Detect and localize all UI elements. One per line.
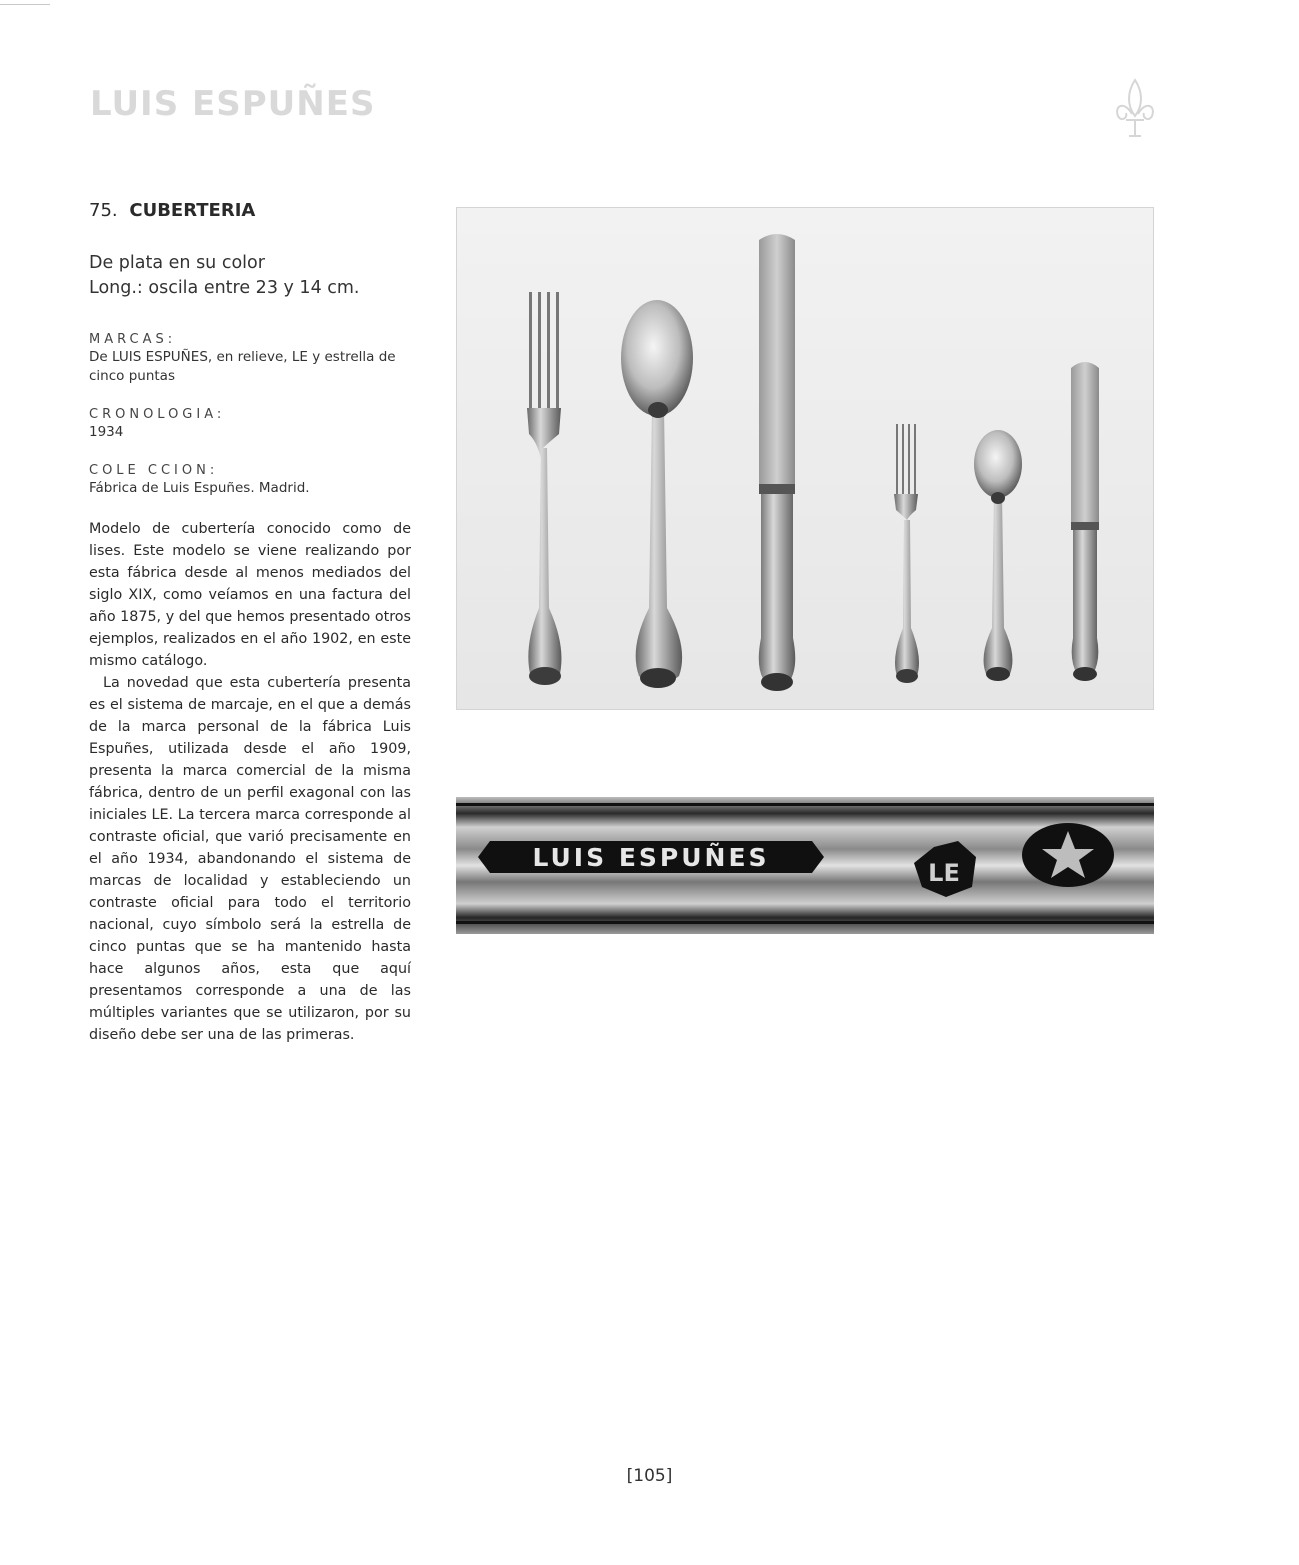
small-knife <box>1071 362 1099 681</box>
hallmarks-illustration <box>456 797 1154 934</box>
running-header: LUIS ESPUÑES <box>90 84 376 124</box>
entry-text-column <box>89 200 411 1046</box>
marks-value: De LUIS ESPUÑES, en relieve, LE y estrella de cinco puntas <box>89 349 396 384</box>
chronology-value: 1934 <box>89 424 124 440</box>
star-stamp <box>1022 823 1114 887</box>
entry-title: CUBERTERIA <box>129 200 256 221</box>
cutlery-photo <box>456 207 1154 710</box>
collection-value: Fábrica de Luis Espuñes. Madrid. <box>89 480 310 496</box>
hallmarks-photo <box>456 797 1154 934</box>
description-paragraph: Modelo de cubertería conocido como de lises. Este modelo se viene realizando por esta fábrica desde al menos mediados del siglo XIX, como veíamos en una factura del año 1875, y del que hemos presentado otros ejemplos, realizados en el año 1902, en este mismo catálogo. <box>89 521 411 669</box>
entry-description <box>89 518 411 1046</box>
name-stamp <box>478 841 824 873</box>
scan-edge-mark <box>0 4 50 5</box>
fleur-de-lis-icon <box>1112 76 1158 140</box>
page-number: [105] <box>626 1466 673 1486</box>
collection-label: COLE CCION: <box>89 463 219 478</box>
marks-label: MARCAS: <box>89 332 177 347</box>
entry-heading <box>89 200 411 221</box>
material-line: De plata en su color <box>89 253 265 273</box>
entry-subtitle <box>89 251 411 301</box>
large-knife <box>759 234 796 691</box>
name-stamp-text: LUIS ESPUÑES <box>532 843 770 872</box>
description-paragraph: La novedad que esta cubertería presenta es el sistema de marcaje, en el que a demás de la marca personal de la fábrica Luis Espuñes, utilizada desde el año 1909, presenta la marca comercial de la misma fábrica, dentro de un perfil exagonal con las iniciales LE. La tercera marca corresponde al contraste oficial, que varió precisamente en el año 1934, abandonando el sistema de marcas de localidad y estableciendo un contraste oficial para todo el territorio nacional, cuyo símbolo será la estrella de cinco puntas que se ha mantenido hasta hace algunos años, esta que aquí presentamos corresponde a una de las múltiples variantes que se utilizaron, por su diseño debe ser una de las primeras. <box>89 675 411 1043</box>
chronology-label: CRONOLOGIA: <box>89 407 226 422</box>
length-line: Long.: oscila entre 23 y 14 cm. <box>89 278 360 298</box>
entry-number: 75. <box>89 200 118 221</box>
initials-stamp-text: LE <box>928 859 960 887</box>
cutlery-illustration <box>457 208 1153 709</box>
